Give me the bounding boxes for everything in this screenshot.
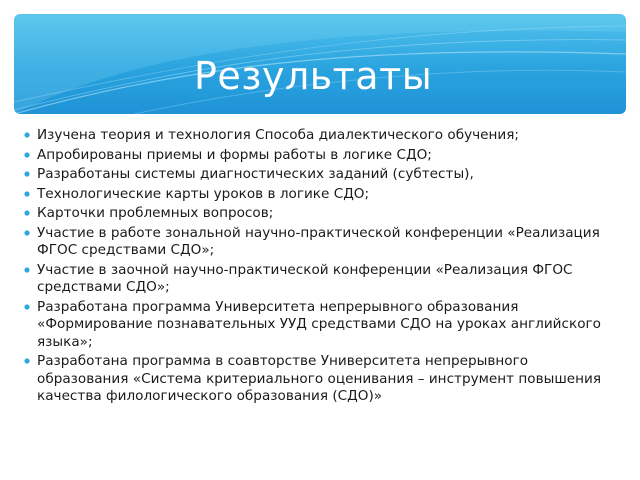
bullet-icon <box>24 304 30 310</box>
list-item-text: Разработаны системы диагностических заданий (субтесты), <box>37 166 474 182</box>
bullet-icon <box>24 230 30 236</box>
list-item <box>24 186 610 204</box>
list-item <box>24 166 610 184</box>
list-item-text: Технологические карты уроков в логике СДО; <box>37 185 370 202</box>
list-item <box>24 353 610 406</box>
list-item <box>24 299 610 352</box>
list-item-text: Изучена теория и технология Способа диалектического обучения; <box>37 127 520 143</box>
slide-title: Результаты <box>194 54 433 98</box>
bullet-icon <box>24 267 30 273</box>
list-item-text: Участие в заочной научно-практической конференции «Реализация ФГОС средствами СДО»; <box>37 261 573 295</box>
list-item <box>24 262 610 297</box>
bullet-icon <box>24 132 30 138</box>
list-item-text: Разработана программа Университета непрерывного образования «Формирование познавательных УУД средствами СДО на уроках английского языка»; <box>37 298 601 350</box>
bullet-icon <box>24 152 30 158</box>
list-item-text: Апробированы приемы и формы работы в логике СДО; <box>37 146 432 163</box>
list-item-text: Участие в работе зональной научно-практической конференции «Реализация ФГОС средствами СДО»; <box>37 224 600 258</box>
bullet-icon <box>24 358 30 364</box>
bullet-icon <box>24 191 30 197</box>
bullet-icon <box>24 171 30 177</box>
list-item-text: Карточки проблемных вопросов; <box>37 205 274 221</box>
results-list <box>24 127 610 408</box>
list-item <box>24 147 610 165</box>
list-item-text: Разработана программа в соавторстве Университета непрерывного образования «Система критериального оценивания – инструмент повышения качества филологического образования (СДО)» <box>37 353 602 404</box>
list-item <box>24 225 610 260</box>
bullet-icon <box>24 210 30 216</box>
list-item <box>24 205 610 223</box>
list-item <box>24 127 610 145</box>
title-banner <box>14 14 626 114</box>
